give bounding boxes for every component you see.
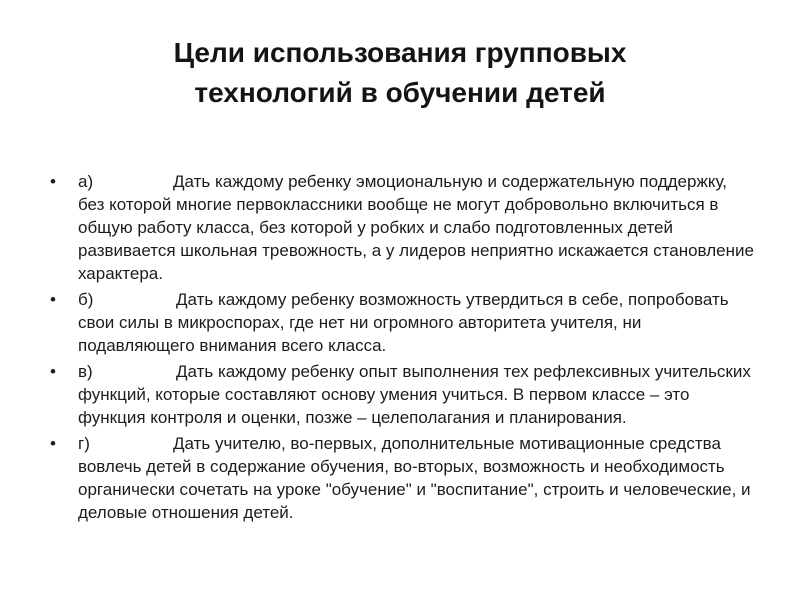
bullet-item-c [50,360,755,429]
bullet-marker: б) [78,290,94,309]
bullet-item-a [50,170,755,285]
bullet-item-b [50,288,755,357]
bullet-text: Дать каждому ребенку опыт выполнения тех рефлексивных учительских функций, которые составляют основу умения учиться. В первом классе – это функция контроля и оценки, позже – целеполагания и планирования. [78,362,751,427]
bullet-marker: а) [78,172,94,191]
bullet-marker: в) [78,362,93,381]
bullet-marker: г) [78,434,90,453]
bullet-text: Дать каждому ребенку возможность утвердиться в себе, попробовать свои силы в микроспорах, где нет ни огромного авторитета учителя, ни подавляющего внимания всего класса. [78,290,729,355]
bullet-dot-icon: • [50,362,56,381]
slide-title-line-1: Цели использования групповых [173,37,627,68]
bullet-item-d [50,432,755,524]
bullet-list [50,170,755,527]
bullet-text: Дать каждому ребенку эмоциональную и содержательную поддержку, без которой многие первоклассники вообще не могут добровольно включиться в общую работу класса, без которой у робких и слабо подготовленных детей развивается школьная тревожность, а у лидеров неприятно искажается становление характера. [78,172,754,283]
bullet-dot-icon: • [50,290,56,309]
bullet-dot-icon: • [50,172,56,191]
bullet-text: Дать учителю, во-первых, дополнительные мотивационные средства вовлечь детей в содержание обучения, во-вторых, возможность и необходимость органически сочетать на уроке "обучение" и "воспитание", строить и человеческие, и деловые отношения детей. [78,434,751,522]
bullet-dot-icon: • [50,434,56,453]
slide-title [80,33,720,113]
slide-title-line-2: технологий в обучении детей [194,77,606,108]
